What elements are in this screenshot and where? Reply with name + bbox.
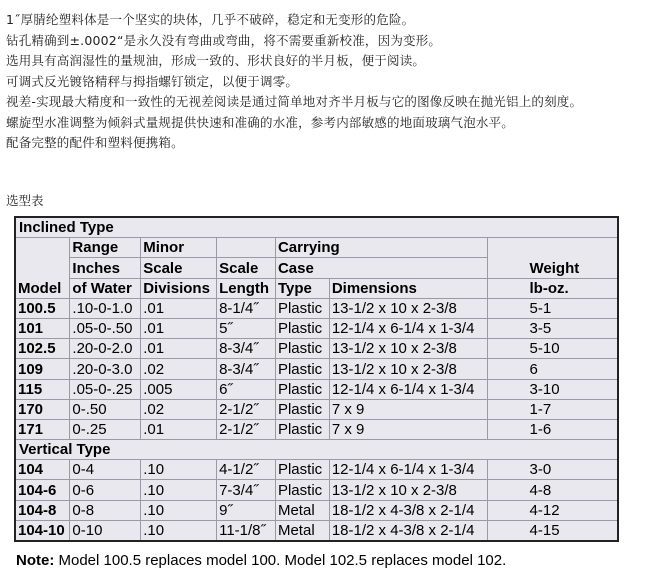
cell-case-type: Metal xyxy=(275,500,329,520)
cell-range: .05-0-.50 xyxy=(70,318,141,338)
selection-table-label: 选型表 xyxy=(6,193,44,208)
cell-divisions: .005 xyxy=(141,379,217,399)
cell-weight: 1-6 xyxy=(487,419,618,439)
header-weight: lb-oz. xyxy=(487,278,618,298)
table-row xyxy=(15,379,618,399)
cell-weight: 4-8 xyxy=(487,480,618,500)
cell-model: 104-6 xyxy=(15,480,70,500)
cell-weight: 3-10 xyxy=(487,379,618,399)
cell-scale-length: 2-1/2˝ xyxy=(217,419,276,439)
cell-model: 102.5 xyxy=(15,339,70,359)
cell-dimensions: 12-1/4 x 6-1/4 x 1-3/4 xyxy=(329,318,487,338)
table-row xyxy=(15,500,618,520)
cell-divisions: .01 xyxy=(141,318,217,338)
cell-case-type: Plastic xyxy=(275,480,329,500)
cell-range: 0-.50 xyxy=(70,399,141,419)
cell-model: 171 xyxy=(15,419,70,439)
cell-divisions: .10 xyxy=(141,500,217,520)
cell-model: 100.5 xyxy=(15,298,70,318)
cell-weight: 3-5 xyxy=(487,318,618,338)
table-row xyxy=(15,419,618,439)
table-row xyxy=(15,520,618,541)
cell-model: 104-8 xyxy=(15,500,70,520)
cell-case-type: Plastic xyxy=(275,419,329,439)
header-row xyxy=(15,238,618,258)
description-line: 视差-实现最大精度和一致性的无视差阅读是通过简单地对齐半月板与它的图像反映在抛光铝上的刻度。 xyxy=(6,94,583,109)
vertical-rows xyxy=(15,460,618,541)
cell-scale-length: 8-3/4˝ xyxy=(217,359,276,379)
cell-dimensions: 13-1/2 x 10 x 2-3/8 xyxy=(329,359,487,379)
header-scale: Scale xyxy=(217,258,276,278)
table-row xyxy=(15,339,618,359)
cell-divisions: .01 xyxy=(141,298,217,318)
description-line: 选用具有高润湿性的量规油，形成一致的、形状良好的半月板，便于阅读。 xyxy=(6,53,426,68)
cell-case-type: Plastic xyxy=(275,460,329,480)
inclined-rows xyxy=(15,298,618,439)
cell-model: 115 xyxy=(15,379,70,399)
header-type: Type xyxy=(275,278,329,298)
cell-scale-length: 6˝ xyxy=(217,379,276,399)
cell-dimensions: 18-1/2 x 4-3/8 x 2-1/4 xyxy=(329,520,487,541)
cell-scale-length: 5˝ xyxy=(217,318,276,338)
note-text: Model 100.5 replaces model 100. Model 102.5 replaces model 102. xyxy=(54,552,507,569)
description-line: 可调式反光镀铬精秤与拇指螺钉锁定，以便于调零。 xyxy=(6,73,299,89)
cell-range: 0-6 xyxy=(70,480,141,500)
cell-dimensions: 12-1/4 x 6-1/4 x 1-3/4 xyxy=(329,460,487,480)
table-row xyxy=(15,480,618,500)
selection-table xyxy=(14,216,619,542)
header-scale: Length xyxy=(217,278,276,298)
footnote xyxy=(16,552,506,569)
section-header-inclined xyxy=(15,217,618,238)
header-case: Carrying xyxy=(275,238,487,258)
header-case: Case xyxy=(275,258,487,278)
cell-range: .05-0-.25 xyxy=(70,379,141,399)
cell-case-type: Metal xyxy=(275,520,329,541)
cell-divisions: .01 xyxy=(141,419,217,439)
cell-scale-length: 7-3/4˝ xyxy=(217,480,276,500)
cell-scale-length: 2-1/2˝ xyxy=(217,399,276,419)
cell-range: 0-8 xyxy=(70,500,141,520)
header-dimensions: Dimensions xyxy=(329,278,487,298)
cell-case-type: Plastic xyxy=(275,399,329,419)
header-minor: Scale xyxy=(141,258,217,278)
cell-range: .10-0-1.0 xyxy=(70,298,141,318)
cell-weight: 4-15 xyxy=(487,520,618,541)
cell-dimensions: 13-1/2 x 10 x 2-3/8 xyxy=(329,339,487,359)
section-header-vertical xyxy=(15,440,618,460)
cell-scale-length: 9˝ xyxy=(217,500,276,520)
header-range: Range xyxy=(70,238,141,258)
cell-range: 0-.25 xyxy=(70,419,141,439)
cell-model: 104-10 xyxy=(15,520,70,541)
cell-model: 104 xyxy=(15,460,70,480)
header-range: of Water xyxy=(70,278,141,298)
cell-dimensions: 13-1/2 x 10 x 2-3/8 xyxy=(329,298,487,318)
cell-case-type: Plastic xyxy=(275,339,329,359)
cell-weight: 5-10 xyxy=(487,339,618,359)
header-weight: Weight xyxy=(487,238,618,278)
cell-case-type: Plastic xyxy=(275,318,329,338)
cell-model: 109 xyxy=(15,359,70,379)
header-model: Model xyxy=(15,238,70,299)
cell-dimensions: 7 x 9 xyxy=(329,419,487,439)
description-line: 配备完整的配件和塑料便携箱。 xyxy=(6,135,184,150)
cell-weight: 5-1 xyxy=(487,298,618,318)
cell-scale-length: 8-1/4˝ xyxy=(217,298,276,318)
header-range: Inches xyxy=(70,258,141,278)
cell-weight: 4-12 xyxy=(487,500,618,520)
cell-divisions: .10 xyxy=(141,520,217,541)
header-row xyxy=(15,278,618,298)
description-line: 1˝厚腈纶塑料体是一个坚实的块体，几乎不破碎，稳定和无变形的危险。 xyxy=(6,12,415,27)
cell-scale-length: 4-1/2˝ xyxy=(217,460,276,480)
cell-scale-length: 8-3/4˝ xyxy=(217,339,276,359)
table-row xyxy=(15,318,618,338)
header-minor: Minor xyxy=(141,238,217,258)
cell-divisions: .10 xyxy=(141,460,217,480)
cell-dimensions: 18-1/2 x 4-3/8 x 2-1/4 xyxy=(329,500,487,520)
description-line: 钻孔精确到±.0002“是永久没有弯曲或弯曲，将不需要重新校准，因为变形。 xyxy=(6,32,442,48)
cell-weight: 1-7 xyxy=(487,399,618,419)
table-row xyxy=(15,460,618,480)
cell-dimensions: 7 x 9 xyxy=(329,399,487,419)
cell-dimensions: 13-1/2 x 10 x 2-3/8 xyxy=(329,480,487,500)
description-line: 螺旋型水准调整为倾斜式量规提供快速和准确的水准，参考内部敏感的地面玻璃气泡水平。 xyxy=(6,114,515,130)
cell-divisions: .10 xyxy=(141,480,217,500)
cell-case-type: Plastic xyxy=(275,359,329,379)
cell-dimensions: 12-1/4 x 6-1/4 x 1-3/4 xyxy=(329,379,487,399)
table-row xyxy=(15,298,618,318)
table-row xyxy=(15,399,618,419)
cell-weight: 3-0 xyxy=(487,460,618,480)
header-scale-spacer xyxy=(217,238,276,258)
cell-divisions: .02 xyxy=(141,399,217,419)
cell-range: 0-4 xyxy=(70,460,141,480)
cell-weight: 6 xyxy=(487,359,618,379)
table-row xyxy=(15,359,618,379)
cell-case-type: Plastic xyxy=(275,298,329,318)
cell-range: .20-0-2.0 xyxy=(70,339,141,359)
cell-model: 101 xyxy=(15,318,70,338)
cell-scale-length: 11-1/8˝ xyxy=(217,520,276,541)
cell-divisions: .01 xyxy=(141,339,217,359)
cell-range: .20-0-3.0 xyxy=(70,359,141,379)
cell-range: 0-10 xyxy=(70,520,141,541)
cell-divisions: .02 xyxy=(141,359,217,379)
note-label: Note: xyxy=(16,552,55,569)
section-title: Vertical Type xyxy=(15,440,618,460)
header-minor: Divisions xyxy=(141,278,217,298)
product-description xyxy=(6,10,651,154)
cell-case-type: Plastic xyxy=(275,379,329,399)
section-title: Inclined Type xyxy=(15,217,618,238)
cell-model: 170 xyxy=(15,399,70,419)
